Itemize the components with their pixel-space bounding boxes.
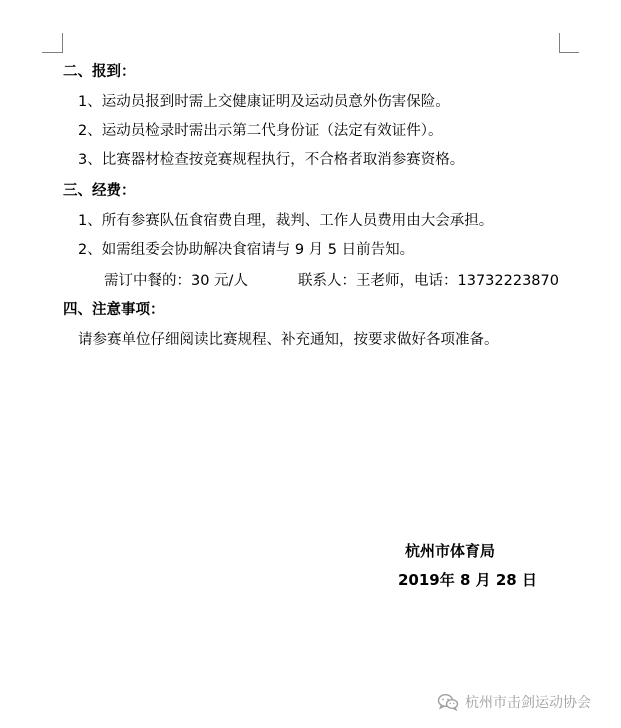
wechat-icon [437, 693, 459, 711]
notes-text: 请参赛单位仔细阅读比赛规程、补充通知，按要求做好各项准备。 [78, 332, 499, 348]
page-corner-mark-left [62, 33, 63, 53]
signature-org: 杭州市体育局 [405, 542, 496, 560]
page-corner-mark-right [559, 33, 560, 53]
meal-note: 需订中餐的：30 元/人 [104, 273, 248, 289]
fee-item-2: 2、如需组委会协助解决食宿请与 9 月 5 日前告知。 [78, 242, 415, 258]
contact-note: 联系人：王老师，电话：13732223870 [298, 273, 559, 289]
registration-item-2: 2、运动员检录时需出示第二代身份证（法定有效证件）。 [78, 123, 443, 139]
registration-item-3: 3、比赛器材检查按竞赛规程执行，不合格者取消参赛资格。 [78, 152, 465, 168]
registration-item-1: 1、运动员报到时需上交健康证明及运动员意外伤害保险。 [78, 94, 450, 110]
watermark-text: 杭州市击剑运动协会 [465, 695, 591, 711]
fee-item-1: 1、所有参赛队伍食宿费自理，裁判、工作人员费用由大会承担。 [78, 213, 494, 229]
signature-date: 2019年 8 月 28 日 [398, 571, 537, 589]
section-heading-notes: 四、注意事项： [63, 302, 165, 318]
section-heading-registration: 二、报到： [63, 64, 136, 80]
watermark [437, 692, 591, 712]
section-heading-fees: 三、经费： [63, 183, 136, 199]
page-corner-mark-right [559, 52, 579, 53]
page-corner-mark-left [42, 52, 62, 53]
